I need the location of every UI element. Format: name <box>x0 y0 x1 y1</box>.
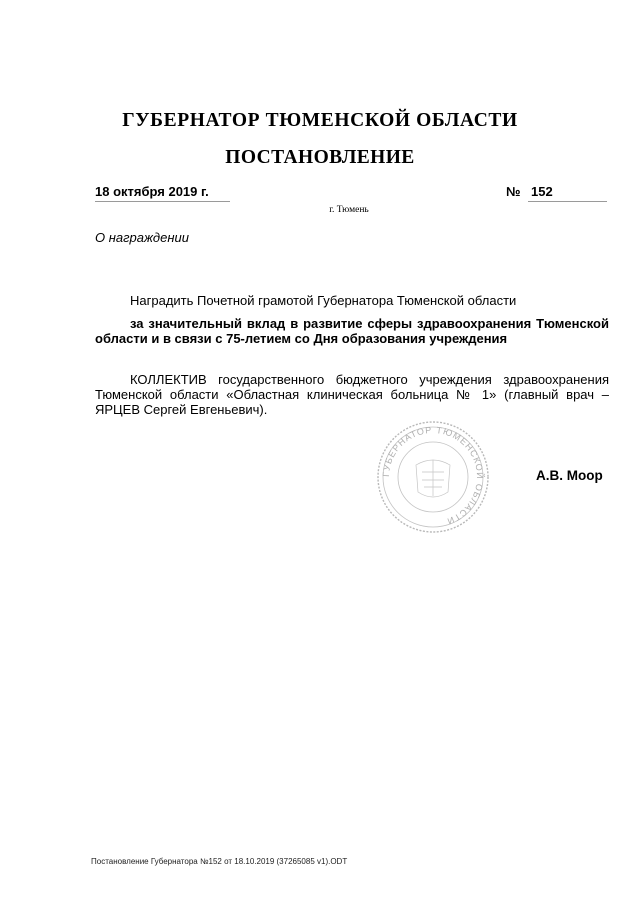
document-type: ПОСТАНОВЛЕНИЕ <box>225 147 415 168</box>
award-paragraph: Наградить Почетной грамотой Губернатора Тюменской области <box>130 293 517 308</box>
award-recipient-paragraph: КОЛЛЕКТИВ государственного бюджетного учреждения здравоохранения Тюменской области «Областная клиническая больница № 1» (главный врач – ЯРЦЕВ Сергей Евгеньевич). <box>95 372 609 417</box>
file-footer: Постановление Губернатора №152 от 18.10.2019 (37265085 v1).ODT <box>91 857 348 866</box>
document-subject: О награждении <box>95 230 189 245</box>
issuing-authority: ГУБЕРНАТОР ТЮМЕНСКОЙ ОБЛАСТИ <box>122 110 518 131</box>
award-reason-paragraph: за значительный вклад в развитие сферы здравоохранения Тюменской области и в связи с 75-летием со Дня образования учреждения <box>95 316 609 346</box>
document-city: г. Тюмень <box>329 205 369 215</box>
signatory-name: А.В. Моор <box>536 468 603 483</box>
svg-text:ГУБЕРНАТОР ТЮМЕНСКОЙ ОБЛАСТИ: ГУБЕРНАТОР ТЮМЕНСКОЙ ОБЛАСТИ <box>380 424 486 527</box>
number-sign: № <box>506 184 521 199</box>
document-number: 152 <box>528 184 607 202</box>
official-seal-stamp <box>376 420 490 534</box>
document-date: 18 октября 2019 г. <box>95 184 230 202</box>
